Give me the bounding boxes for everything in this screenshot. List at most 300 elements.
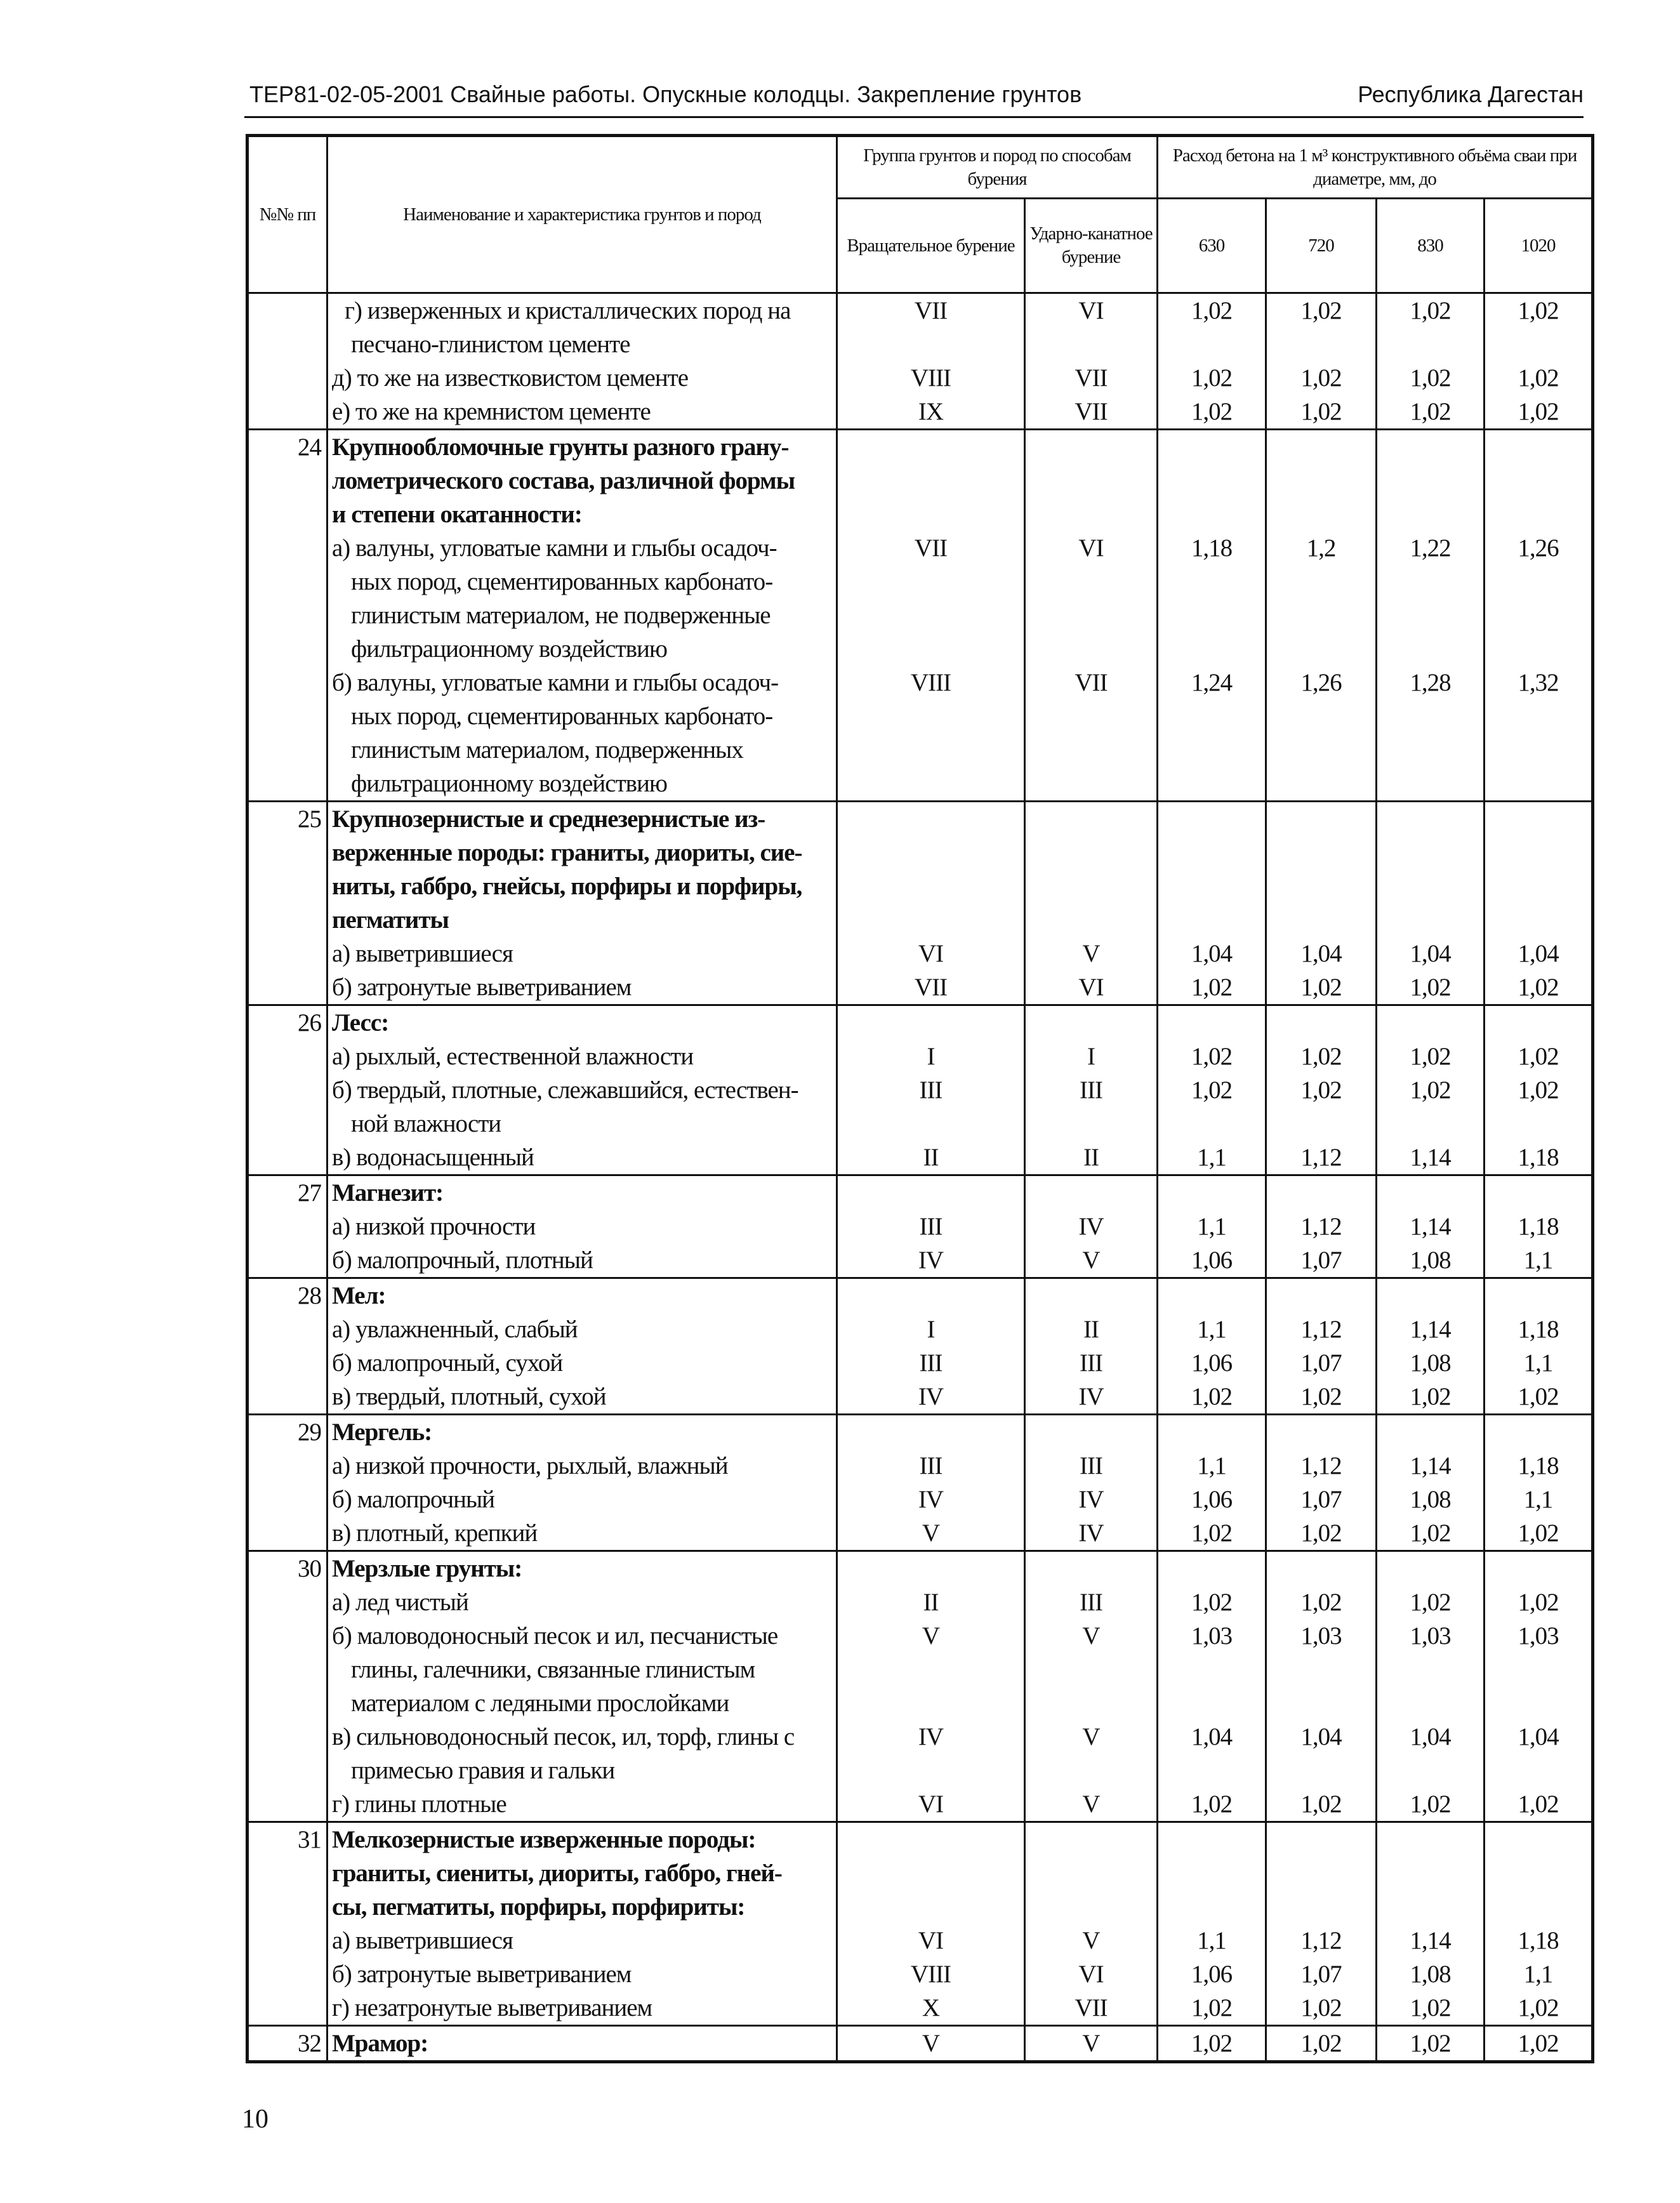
col-head-group: Группа грунтов и пород по способам бурения (837, 136, 1158, 199)
row-description (327, 1005, 837, 1040)
impact-group: VI (1025, 531, 1158, 666)
description-line: ных пород, сцементированных карбонато- (351, 703, 773, 730)
value-d630 (1158, 430, 1266, 532)
table-group-row (248, 2026, 1593, 2062)
value-d720: 1,02 (1266, 1516, 1377, 1551)
value-d1020: 1,02 (1485, 395, 1593, 430)
rotary-group: III (837, 1073, 1025, 1141)
value-d630: 1,02 (1158, 395, 1266, 430)
value-d1020: 1,18 (1485, 1210, 1593, 1243)
value-d720: 1,12 (1266, 1141, 1377, 1175)
row-number: 28 (248, 1278, 327, 1313)
impact-group (1025, 1175, 1158, 1210)
row-description (327, 361, 837, 395)
value-d830 (1377, 802, 1485, 937)
value-d1020: 1,02 (1485, 1585, 1593, 1619)
table-row (248, 1991, 1593, 2026)
value-d630: 1,03 (1158, 1619, 1266, 1720)
row-number (248, 1924, 327, 1957)
value-d1020: 1,18 (1485, 1313, 1593, 1346)
description-line: б) затронутые выветриванием (332, 1961, 632, 1988)
row-number: 26 (248, 1005, 327, 1040)
value-d630: 1,02 (1158, 1787, 1266, 1822)
value-d830 (1377, 1415, 1485, 1450)
value-d830: 1,03 (1377, 1619, 1485, 1720)
rotary-group: III (837, 1346, 1025, 1380)
table-row (248, 1516, 1593, 1551)
value-d720 (1266, 1822, 1377, 1924)
rotary-group: III (837, 1449, 1025, 1483)
value-d720 (1266, 1551, 1377, 1586)
value-d630 (1158, 1415, 1266, 1450)
row-number: 29 (248, 1415, 327, 1450)
row-number (248, 293, 327, 362)
value-d830 (1377, 1822, 1485, 1924)
value-d720: 1,12 (1266, 1924, 1377, 1957)
impact-group (1025, 430, 1158, 532)
impact-group (1025, 1822, 1158, 1924)
value-d720 (1266, 1005, 1377, 1040)
table-row (248, 1483, 1593, 1516)
row-number (248, 1040, 327, 1073)
group-heading-line: лометрического состава, различной формы (332, 467, 795, 494)
rotary-group (837, 1551, 1025, 1586)
table-row (248, 666, 1593, 802)
table-body (248, 293, 1593, 2062)
value-d630: 1,1 (1158, 1210, 1266, 1243)
rotary-group: VII (837, 293, 1025, 362)
rotary-group: VIII (837, 361, 1025, 395)
col-head-rotary: Вращательное бурение (837, 199, 1025, 293)
table-group-row (248, 1278, 1593, 1313)
impact-group: V (1025, 1243, 1158, 1278)
value-d1020: 1,18 (1485, 1141, 1593, 1175)
value-d630 (1158, 1822, 1266, 1924)
row-description (327, 1957, 837, 1991)
value-d1020: 1,32 (1485, 666, 1593, 802)
table-row (248, 1243, 1593, 1278)
description-line: б) малопрочный, сухой (332, 1349, 563, 1377)
value-d720: 1,02 (1266, 970, 1377, 1005)
value-d720: 1,02 (1266, 1991, 1377, 2026)
value-d720: 1,02 (1266, 1787, 1377, 1822)
value-d830: 1,04 (1377, 1720, 1485, 1787)
value-d720: 1,12 (1266, 1313, 1377, 1346)
value-d630: 1,04 (1158, 937, 1266, 970)
value-d1020 (1485, 1822, 1593, 1924)
value-d630: 1,02 (1158, 1516, 1266, 1551)
value-d630: 1,02 (1158, 293, 1266, 362)
value-d630: 1,1 (1158, 1313, 1266, 1346)
value-d1020: 1,02 (1485, 1073, 1593, 1141)
value-d830: 1,08 (1377, 1346, 1485, 1380)
row-description (327, 1175, 837, 1210)
group-heading-line: сы, пегматиты, порфиры, порфириты: (332, 1893, 745, 1921)
value-d830: 1,02 (1377, 1991, 1485, 2026)
row-number (248, 1141, 327, 1175)
group-heading-line: Крупнообломочные грунты разного грану- (332, 433, 789, 461)
rotary-group (837, 430, 1025, 532)
group-heading-line: Мерзлые грунты: (332, 1555, 522, 1582)
row-description (327, 1346, 837, 1380)
impact-group: VI (1025, 1957, 1158, 1991)
rotary-group: VI (837, 937, 1025, 970)
row-description (327, 1483, 837, 1516)
row-description (327, 2026, 837, 2062)
description-line: в) плотный, крепкий (332, 1519, 538, 1547)
row-description (327, 1415, 837, 1450)
row-number (248, 1380, 327, 1415)
value-d1020 (1485, 1551, 1593, 1586)
row-number: 32 (248, 2026, 327, 2062)
impact-group (1025, 1005, 1158, 1040)
row-number (248, 1449, 327, 1483)
impact-group: VI (1025, 293, 1158, 362)
soil-concrete-table (246, 134, 1594, 2063)
value-d1020: 1,04 (1485, 937, 1593, 970)
value-d1020: 1,1 (1485, 1243, 1593, 1278)
rotary-group (837, 1278, 1025, 1313)
rotary-group (837, 1415, 1025, 1450)
description-line: г) изверженных и кристаллических пород на (345, 297, 791, 324)
impact-group: IV (1025, 1380, 1158, 1415)
row-number (248, 1516, 327, 1551)
description-line: б) твердый, плотные, слежавшийся, естествен- (332, 1076, 798, 1104)
description-line: а) лед чистый (332, 1589, 468, 1616)
rotary-group: VII (837, 970, 1025, 1005)
rotary-group: V (837, 2026, 1025, 2062)
value-d720: 1,03 (1266, 1619, 1377, 1720)
group-heading-line: Мелкозернистые изверженные породы: (332, 1826, 756, 1853)
impact-group: III (1025, 1073, 1158, 1141)
value-d1020: 1,1 (1485, 1483, 1593, 1516)
value-d830 (1377, 1551, 1485, 1586)
value-d630: 1,02 (1158, 1040, 1266, 1073)
impact-group: IV (1025, 1483, 1158, 1516)
table-row (248, 531, 1593, 666)
description-line: б) малопрочный (332, 1486, 495, 1513)
value-d720: 1,04 (1266, 1720, 1377, 1787)
rotary-group (837, 1005, 1025, 1040)
group-heading-line: верженные породы: граниты, диориты, сие- (332, 839, 802, 866)
value-d1020: 1,02 (1485, 1991, 1593, 2026)
table-row (248, 937, 1593, 970)
running-header-title: ТЕР81-02-05-2001 Свайные работы. Опускные колодцы. Закрепление грунтов (249, 81, 1082, 107)
value-d630 (1158, 802, 1266, 937)
value-d630: 1,04 (1158, 1720, 1266, 1787)
rotary-group (837, 1822, 1025, 1924)
impact-group: V (1025, 1720, 1158, 1787)
impact-group: V (1025, 2026, 1158, 2062)
row-description (327, 1380, 837, 1415)
row-number (248, 1073, 327, 1141)
rotary-group: X (837, 1991, 1025, 2026)
table-group-row (248, 430, 1593, 532)
value-d1020 (1485, 430, 1593, 532)
group-heading-line: ниты, габбро, гнейсы, порфиры и порфиры, (332, 873, 802, 900)
rotary-group: IV (837, 1720, 1025, 1787)
value-d830: 1,02 (1377, 1040, 1485, 1073)
value-d830: 1,14 (1377, 1924, 1485, 1957)
value-d1020: 1,18 (1485, 1924, 1593, 1957)
table-row (248, 970, 1593, 1005)
description-line: ной влажности (351, 1110, 501, 1137)
value-d1020: 1,02 (1485, 2026, 1593, 2062)
value-d720 (1266, 1278, 1377, 1313)
rotary-group: IX (837, 395, 1025, 430)
table-row (248, 1619, 1593, 1720)
row-description (327, 937, 837, 970)
rotary-group (837, 1175, 1025, 1210)
value-d630: 1,06 (1158, 1483, 1266, 1516)
description-line: ных пород, сцементированных карбонато- (351, 568, 773, 595)
value-d630: 1,06 (1158, 1243, 1266, 1278)
rotary-group: IV (837, 1380, 1025, 1415)
rotary-group (837, 802, 1025, 937)
description-line: глинистым материалом, не подверженные (351, 602, 771, 629)
value-d1020 (1485, 1278, 1593, 1313)
row-description (327, 531, 837, 666)
row-description (327, 1924, 837, 1957)
rotary-group: VI (837, 1924, 1025, 1957)
row-number (248, 1991, 327, 2026)
value-d830: 1,02 (1377, 293, 1485, 362)
value-d720: 1,02 (1266, 2026, 1377, 2062)
row-description (327, 1243, 837, 1278)
value-d630: 1,1 (1158, 1141, 1266, 1175)
value-d630: 1,24 (1158, 666, 1266, 802)
row-description (327, 1720, 837, 1787)
description-line: глины, галечники, связанные глинистым (351, 1656, 755, 1683)
row-description (327, 1141, 837, 1175)
rotary-group: VIII (837, 1957, 1025, 1991)
value-d1020 (1485, 1175, 1593, 1210)
row-description (327, 1551, 837, 1586)
value-d720: 1,12 (1266, 1210, 1377, 1243)
value-d830 (1377, 1278, 1485, 1313)
row-number (248, 395, 327, 430)
description-line: песчано-глинистом цементе (351, 331, 630, 358)
impact-group: III (1025, 1346, 1158, 1380)
row-number (248, 1619, 327, 1720)
table-group-row (248, 1551, 1593, 1586)
value-d1020: 1,02 (1485, 1516, 1593, 1551)
table-row (248, 1141, 1593, 1175)
description-line: а) увлажненный, слабый (332, 1316, 578, 1343)
group-heading-line: Мел: (332, 1282, 386, 1309)
rotary-group: II (837, 1585, 1025, 1619)
row-number: 27 (248, 1175, 327, 1210)
table-group-row (248, 1822, 1593, 1924)
value-d720: 1,07 (1266, 1483, 1377, 1516)
description-line: д) то же на известковистом цементе (332, 364, 689, 392)
row-description (327, 293, 837, 362)
table-row (248, 1787, 1593, 1822)
row-number (248, 531, 327, 666)
row-number (248, 1585, 327, 1619)
col-head-name: Наименование и характеристика грунтов и пород (327, 136, 837, 293)
value-d1020: 1,02 (1485, 1040, 1593, 1073)
rotary-group: VI (837, 1787, 1025, 1822)
description-line: а) низкой прочности, рыхлый, влажный (332, 1452, 728, 1479)
impact-group: II (1025, 1313, 1158, 1346)
value-d1020: 1,02 (1485, 1787, 1593, 1822)
description-line: б) валуны, угловатые камни и глыбы осадоч- (332, 669, 779, 696)
description-line: фильтрационному воздействию (351, 770, 668, 797)
page-number: 10 (242, 2105, 268, 2134)
row-number: 25 (248, 802, 327, 937)
value-d830: 1,08 (1377, 1243, 1485, 1278)
group-heading-line: Крупнозернистые и среднезернистые из- (332, 805, 765, 833)
col-head-consumption: Расход бетона на 1 м³ конструктивного объёма сваи при диаметре, мм, до (1158, 136, 1593, 199)
description-line: е) то же на кремнистом цементе (332, 398, 651, 425)
row-number (248, 1957, 327, 1991)
description-line: б) маловодоносный песок и ил, песчанистые (332, 1622, 778, 1650)
table-row (248, 1720, 1593, 1787)
row-description (327, 1619, 837, 1720)
impact-group: VI (1025, 970, 1158, 1005)
row-description (327, 395, 837, 430)
row-number (248, 1313, 327, 1346)
impact-group (1025, 1415, 1158, 1450)
row-description (327, 1787, 837, 1822)
value-d630 (1158, 1551, 1266, 1586)
table-row (248, 1380, 1593, 1415)
rotary-group: VII (837, 531, 1025, 666)
value-d720: 1,02 (1266, 293, 1377, 362)
impact-group: III (1025, 1585, 1158, 1619)
value-d830: 1,02 (1377, 970, 1485, 1005)
value-d1020: 1,04 (1485, 1720, 1593, 1787)
row-number (248, 970, 327, 1005)
impact-group: II (1025, 1141, 1158, 1175)
rotary-group: III (837, 1210, 1025, 1243)
value-d830: 1,02 (1377, 1073, 1485, 1141)
value-d1020: 1,03 (1485, 1619, 1593, 1720)
row-description (327, 1991, 837, 2026)
value-d830: 1,04 (1377, 937, 1485, 970)
value-d830: 1,08 (1377, 1483, 1485, 1516)
value-d1020: 1,02 (1485, 293, 1593, 362)
value-d630: 1,18 (1158, 531, 1266, 666)
row-description (327, 430, 837, 532)
impact-group: IV (1025, 1210, 1158, 1243)
row-number (248, 1346, 327, 1380)
value-d1020 (1485, 802, 1593, 937)
table-group-row (248, 1175, 1593, 1210)
table-row (248, 1073, 1593, 1141)
value-d630: 1,02 (1158, 1073, 1266, 1141)
table-row (248, 1040, 1593, 1073)
row-description (327, 1585, 837, 1619)
row-number: 24 (248, 430, 327, 532)
row-description (327, 802, 837, 937)
row-number (248, 1787, 327, 1822)
rotary-group: VIII (837, 666, 1025, 802)
description-line: а) рыхлый, естественной влажности (332, 1043, 694, 1070)
value-d630 (1158, 1278, 1266, 1313)
value-d630: 1,06 (1158, 1957, 1266, 1991)
impact-group: V (1025, 1924, 1158, 1957)
rotary-group: IV (837, 1483, 1025, 1516)
description-line: б) малопрочный, плотный (332, 1247, 593, 1274)
impact-group: VII (1025, 666, 1158, 802)
header-rule (244, 116, 1584, 118)
col-head-d1020: 1020 (1485, 199, 1593, 293)
row-number (248, 1243, 327, 1278)
rotary-group: I (837, 1313, 1025, 1346)
description-line: в) водонасыщенный (332, 1144, 534, 1171)
col-head-num: №№ пп (248, 136, 327, 293)
value-d720: 1,02 (1266, 1380, 1377, 1415)
value-d830: 1,02 (1377, 395, 1485, 430)
impact-group: III (1025, 1449, 1158, 1483)
rotary-group: V (837, 1516, 1025, 1551)
value-d630: 1,06 (1158, 1346, 1266, 1380)
row-number: 31 (248, 1822, 327, 1924)
table-row (248, 1346, 1593, 1380)
impact-group: I (1025, 1040, 1158, 1073)
group-heading-line: граниты, сиениты, диориты, габбро, гней- (332, 1860, 782, 1887)
row-description (327, 1073, 837, 1141)
description-line: примесью гравия и гальки (351, 1757, 615, 1784)
rotary-group: I (837, 1040, 1025, 1073)
running-header-region: Республика Дагестан (1358, 81, 1584, 107)
group-heading-line: пегматиты (332, 906, 449, 934)
table-row (248, 1449, 1593, 1483)
row-description (327, 1313, 837, 1346)
value-d830: 1,22 (1377, 531, 1485, 666)
value-d1020: 1,02 (1485, 361, 1593, 395)
table-row (248, 395, 1593, 430)
value-d1020: 1,26 (1485, 531, 1593, 666)
description-line: б) затронутые выветриванием (332, 974, 632, 1001)
impact-group (1025, 1278, 1158, 1313)
impact-group: VII (1025, 1991, 1158, 2026)
row-description (327, 1040, 837, 1073)
impact-group: IV (1025, 1516, 1158, 1551)
value-d630: 1,02 (1158, 2026, 1266, 2062)
value-d830: 1,28 (1377, 666, 1485, 802)
value-d1020: 1,02 (1485, 1380, 1593, 1415)
impact-group: V (1025, 1619, 1158, 1720)
rotary-group: V (837, 1619, 1025, 1720)
description-line: материалом с ледяными прослойками (351, 1690, 729, 1717)
value-d830 (1377, 1005, 1485, 1040)
value-d830 (1377, 1175, 1485, 1210)
value-d630: 1,1 (1158, 1924, 1266, 1957)
value-d630: 1,02 (1158, 1991, 1266, 2026)
value-d830: 1,02 (1377, 1585, 1485, 1619)
value-d720: 1,07 (1266, 1957, 1377, 1991)
value-d720: 1,02 (1266, 1073, 1377, 1141)
row-number (248, 937, 327, 970)
col-head-d630: 630 (1158, 199, 1266, 293)
description-line: а) выветрившиеся (332, 940, 513, 967)
group-heading-line: Мергель: (332, 1419, 432, 1446)
group-heading-line: Магнезит: (332, 1179, 444, 1207)
table-row (248, 361, 1593, 395)
value-d720: 1,2 (1266, 531, 1377, 666)
row-number (248, 1720, 327, 1787)
col-head-d720: 720 (1266, 199, 1377, 293)
value-d830: 1,02 (1377, 1380, 1485, 1415)
value-d720: 1,02 (1266, 361, 1377, 395)
value-d720: 1,12 (1266, 1449, 1377, 1483)
impact-group: VII (1025, 361, 1158, 395)
value-d830: 1,08 (1377, 1957, 1485, 1991)
value-d830: 1,02 (1377, 361, 1485, 395)
